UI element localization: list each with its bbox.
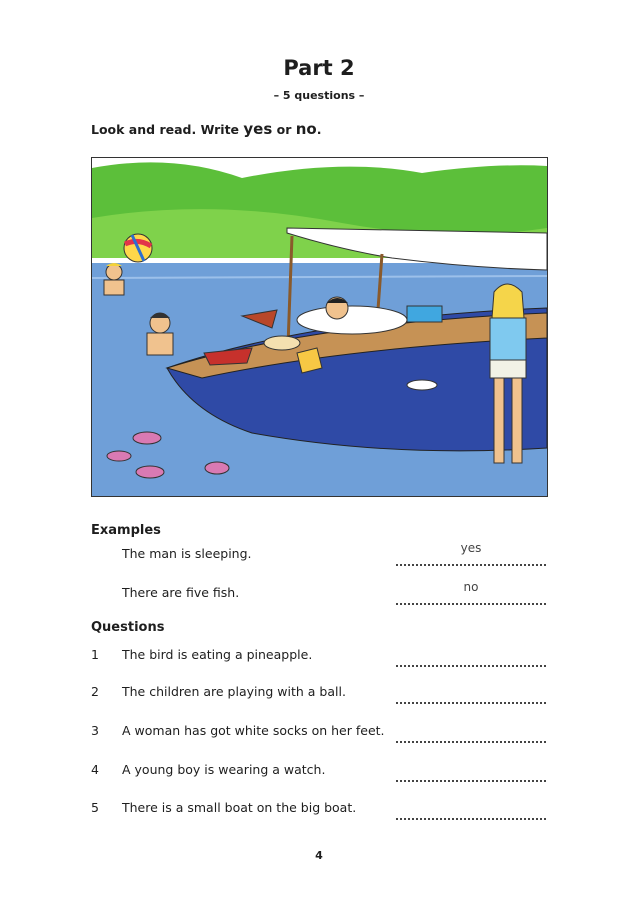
example-answer: yes — [460, 541, 482, 555]
question-text: The children are playing with a ball. — [122, 684, 346, 699]
instructions — [91, 120, 321, 138]
question-row — [91, 723, 551, 743]
questions-heading: Questions — [91, 620, 165, 635]
example-text: The man is sleeping. — [122, 546, 252, 561]
question-text: A young boy is wearing a watch. — [122, 762, 326, 777]
instruction-end: . — [316, 122, 322, 137]
instruction-or: or — [272, 122, 296, 137]
examples-heading: Examples — [91, 523, 161, 538]
answer-line[interactable] — [396, 806, 546, 820]
example-answer: no — [463, 580, 479, 594]
answer-line[interactable] — [396, 768, 546, 782]
example-row — [91, 541, 551, 566]
question-number: 2 — [91, 684, 99, 699]
boat-scene-illustration — [91, 157, 548, 497]
question-row — [91, 800, 551, 820]
question-row — [91, 684, 551, 704]
example-text: There are five fish. — [122, 585, 240, 600]
question-text: The bird is eating a pineapple. — [122, 647, 313, 662]
shoes — [407, 380, 437, 390]
question-number: 1 — [91, 647, 99, 662]
instruction-text: Look and read. Write — [91, 122, 244, 137]
boy-swimmer — [106, 264, 122, 280]
example-row — [91, 580, 551, 605]
pineapple — [297, 348, 322, 373]
question-text: There is a small boat on the big boat. — [122, 800, 357, 815]
question-row — [91, 762, 551, 782]
answer-line[interactable] — [396, 690, 546, 704]
question-text: A woman has got white socks on her feet. — [122, 723, 385, 738]
page-title: Part 2 — [283, 56, 355, 80]
question-count: – 5 questions – — [273, 89, 365, 102]
answer-line[interactable] — [396, 653, 546, 667]
question-number: 3 — [91, 723, 99, 738]
instruction-yes: yes — [243, 120, 273, 138]
sleeping-man — [297, 306, 407, 334]
question-number: 4 — [91, 762, 99, 777]
question-row — [91, 647, 551, 667]
example-answer-line — [396, 541, 546, 566]
page-number: 4 — [315, 849, 323, 862]
instruction-no: no — [295, 120, 317, 138]
cake — [264, 336, 300, 350]
answer-line[interactable] — [396, 729, 546, 743]
question-number: 5 — [91, 800, 99, 815]
example-answer-line — [396, 580, 546, 605]
